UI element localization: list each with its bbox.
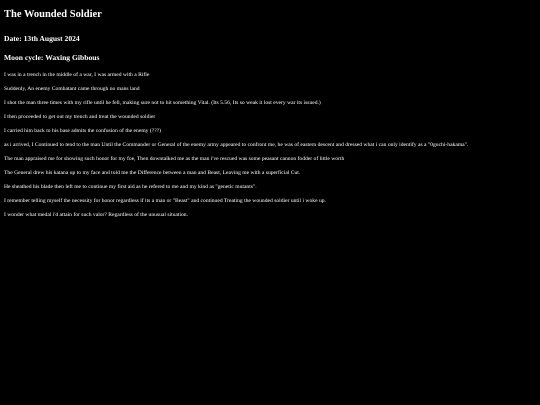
entry-date: Date: 13th August 2024 (4, 34, 80, 43)
paragraph: I remember telling myself the necessity for honor regardless if its a man or "Beast" and continued Treating the wounded soldier until i woke up. (4, 198, 326, 204)
paragraph: I carried him back to his base admits the confusion of the enemy (???) (4, 128, 162, 134)
paragraph: The man appraised me for showing such honor for my foe, Then downtalked me as the man i've rescued was some peasant cannon fodder of little worth (4, 156, 345, 162)
page-title: The Wounded Soldier (4, 9, 102, 20)
paragraph: I wonder what medal i'd attain for such valor? Regardless of the unusual situation. (4, 212, 188, 218)
paragraph: He sheathed his blade then left me to continue my first aid as he refered to me and my kind as "genetic mutants". (4, 184, 257, 190)
paragraph: Suddenly, An enemy Combatant came through no mans land (4, 86, 140, 92)
paragraph: The General drew his katana up to my face and told me the Difference between a man and Beast, Leaving me with a superficial Cut. (4, 170, 301, 176)
moon-cycle: Moon cycle: Waxing Gibbous (4, 53, 100, 62)
paragraph: I was in a trench in the middle of a war, I was armed with a Rifle (4, 72, 150, 78)
paragraph: as i arrived, I Continued to tend to the man Until the Commander or General of the enemy army appeared to confront me, he was of eastern descent and dressed what i can only identify as a "0guchi-hakama". (4, 142, 469, 148)
paragraph: I shot the man three times with my rifle until he fell, making sure not to hit something Vital. (Its 5.56, Its so weak it lost every war its issued.) (4, 100, 321, 106)
paragraph: I then proceeded to get out my trench and treat the wounded soldier (4, 114, 156, 120)
